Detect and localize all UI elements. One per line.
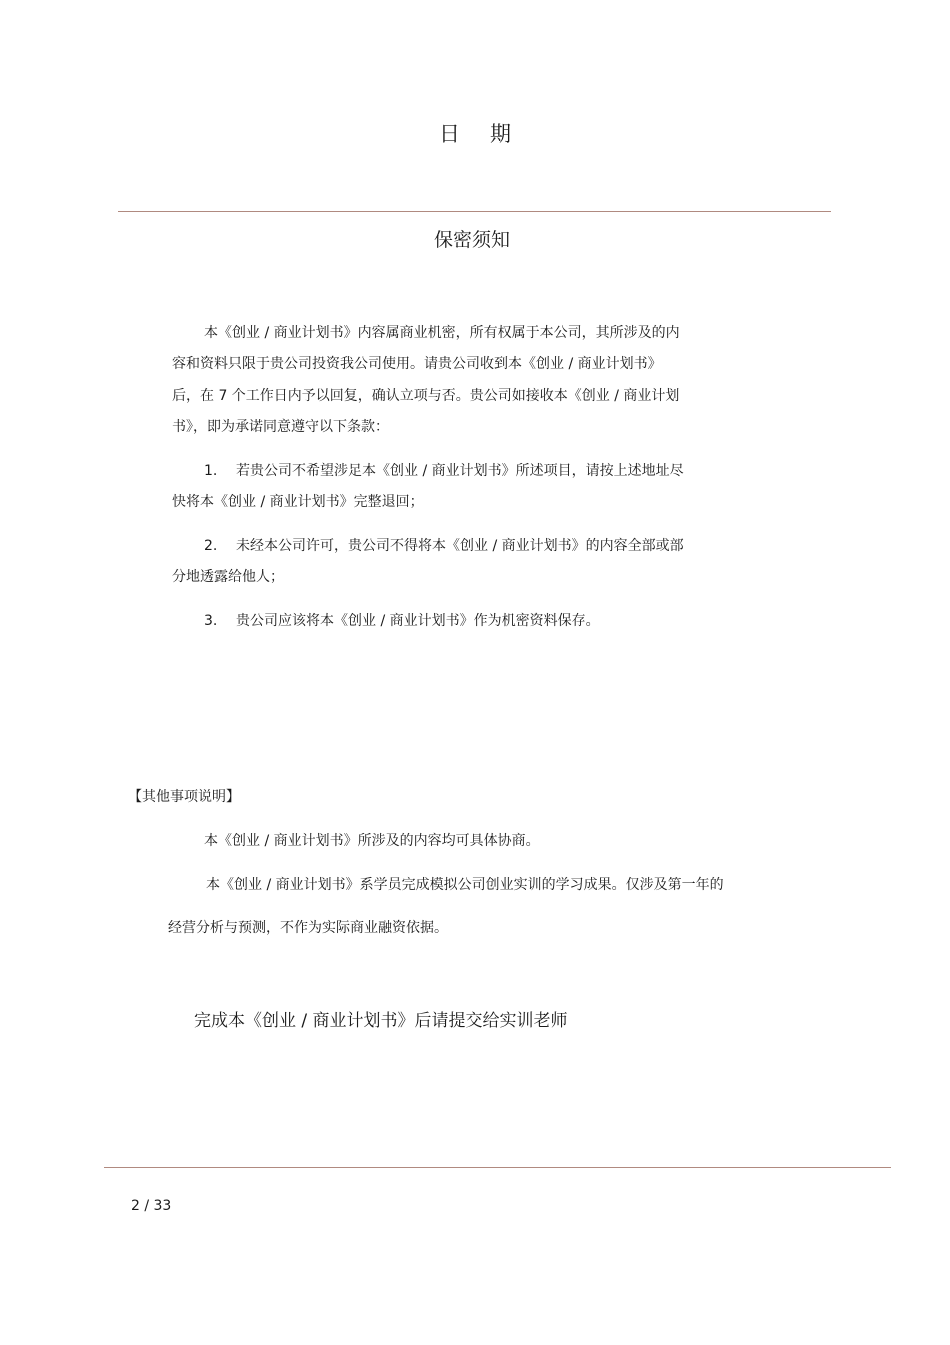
clause-number: 1. [204, 463, 218, 479]
other-note-line-3: 经营分析与预测，不作为实际商业融资依据。 [168, 920, 448, 936]
intro-line-3: 后，在 7 个工作日内予以回复，确认立项与否。贵公司如接收本《创业 / 商业计划 [172, 388, 680, 404]
clause-2-continued: 分地透露给他人； [172, 569, 284, 585]
top-divider [118, 211, 831, 212]
other-note-line-1: 本《创业 / 商业计划书》所涉及的内容均可具体协商。 [204, 833, 540, 849]
clause-text: 若贵公司不希望涉足本《创业 / 商业计划书》所述项目，请按上述地址尽 [236, 463, 684, 479]
clause-number: 3. [204, 613, 218, 629]
clause-2 [204, 536, 684, 556]
intro-line-4: 书》，即为承诺同意遵守以下条款： [172, 419, 389, 435]
bottom-divider [104, 1167, 891, 1168]
clause-1 [204, 461, 684, 481]
clause-text: 贵公司应该将本《创业 / 商业计划书》作为机密资料保存。 [236, 613, 600, 629]
intro-line-2: 容和资料只限于贵公司投资我公司使用。请贵公司收到本《创业 / 商业计划书》 [172, 356, 662, 372]
submission-note: 完成本《创业 / 商业计划书》后请提交给实训老师 [194, 1011, 568, 1031]
date-heading: 日期 [439, 122, 541, 146]
clause-text: 未经本公司许可，贵公司不得将本《创业 / 商业计划书》的内容全部或部 [236, 538, 684, 554]
page-title: 保密须知 [433, 229, 510, 251]
clause-number: 2. [204, 538, 218, 554]
other-notes-heading: 【其他事项说明】 [128, 789, 240, 805]
other-note-line-2: 本《创业 / 商业计划书》系学员完成模拟公司创业实训的学习成果。仅涉及第一年的 [206, 877, 724, 893]
page-number: 2 / 33 [131, 1198, 172, 1214]
clause-3 [204, 611, 600, 631]
intro-line-1: 本《创业 / 商业计划书》内容属商业机密，所有权属于本公司，其所涉及的内 [204, 325, 680, 341]
clause-1-continued: 快将本《创业 / 商业计划书》完整退回； [172, 494, 424, 510]
